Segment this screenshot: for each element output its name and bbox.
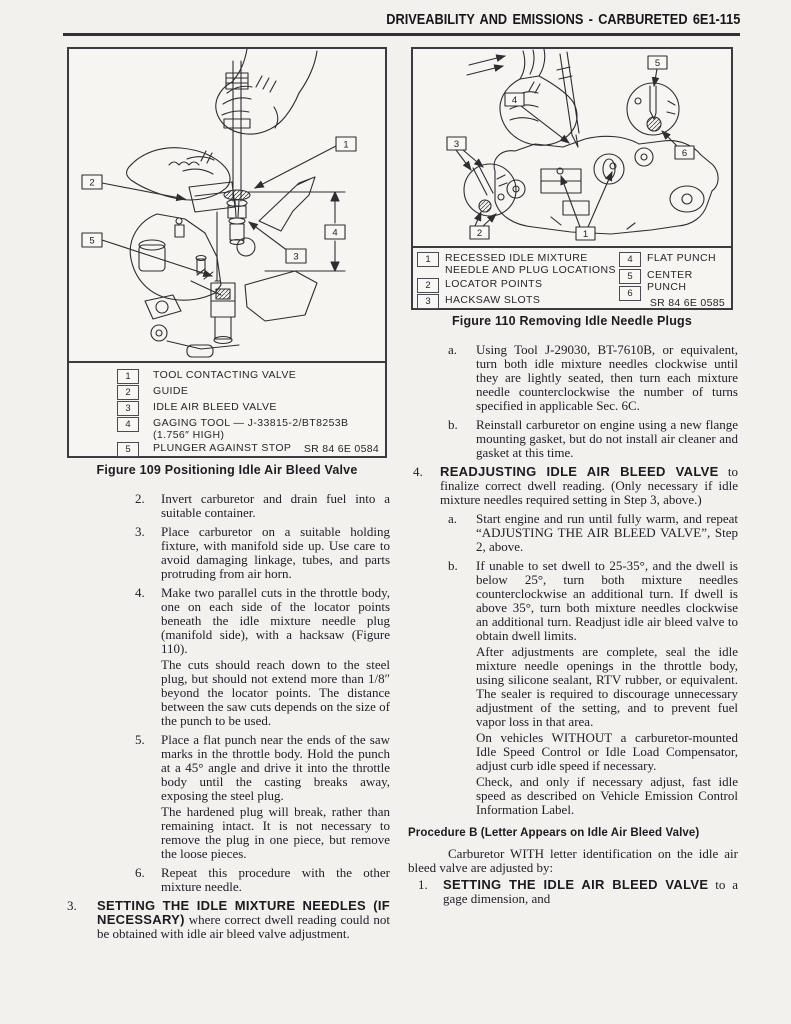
- item-number: 4.: [413, 464, 423, 479]
- item-number: 1.: [418, 877, 428, 892]
- figure-109-frame: [67, 47, 387, 458]
- callout-box-5: [82, 233, 102, 247]
- figure-ref-code: SR 84 6E 0584: [303, 443, 379, 455]
- carburetor-body: [130, 177, 317, 357]
- legend-key-box: 3: [417, 294, 439, 309]
- callout-box-3: [286, 249, 306, 263]
- legend-label-line2: (1.756″ HIGH): [153, 428, 225, 441]
- callout-box-3: [447, 137, 466, 150]
- figure-110-caption: Figure 110 Removing Idle Needle Plugs: [451, 314, 693, 328]
- step-5-item: [67, 733, 390, 861]
- legend-row: [117, 442, 291, 457]
- figure-109-legend: [69, 361, 385, 456]
- legend-label: FLAT PUNCH: [647, 252, 716, 264]
- item-text: Invert carburetor and drain fuel into a suitable container.: [161, 491, 390, 520]
- hand-holding-tool: [216, 49, 317, 134]
- callout-box-5: [648, 56, 667, 69]
- legend-key-box: 1: [417, 252, 439, 267]
- step-3-item: [67, 525, 390, 581]
- svg-text:6: 6: [681, 148, 688, 159]
- step-2-item: [67, 492, 390, 520]
- leader-6: [662, 131, 677, 146]
- legend-label: TOOL CONTACTING VALVE: [153, 369, 297, 381]
- heading-continuation: to a gage dimension, and: [443, 877, 739, 906]
- hand-holding-guide: [127, 148, 230, 200]
- right-inset-detail: [627, 83, 679, 135]
- punch-tool: [557, 52, 579, 147]
- legend-key-box: 6: [619, 286, 641, 301]
- legend-key-box: 1: [117, 369, 139, 384]
- svg-text:4: 4: [332, 227, 338, 239]
- step-4a-item: [408, 512, 738, 554]
- item-text: Reinstall carburetor on engine using a new flange mounting gasket, but do not install air cleaner and gasket at this time.: [476, 417, 738, 460]
- legend-key-box: 2: [417, 278, 439, 293]
- legend-row: [417, 252, 616, 276]
- item-text: Place a flat punch near the ends of the saw marks in the throttle body. Hold the punch at a 45° angle and drive it into the throttle body until the casting breaks away, exposing the steel plug.: [161, 732, 390, 803]
- section-step-4-heading: [408, 465, 738, 507]
- leader-1: [255, 146, 336, 188]
- legend-row: [417, 294, 540, 309]
- step-4-item: [67, 586, 390, 728]
- callout-box-2: [82, 175, 102, 189]
- figure-110-frame: [411, 47, 733, 310]
- page-title: DRIVEABILITY AND EMISSIONS - CARBURETED 6E1-115: [385, 12, 740, 28]
- item-text-2: The hardened plug will break, rather than remaining intact. It is not necessary to remove the plug in one piece, but remove the loose pieces.: [161, 804, 390, 861]
- procedure-b-step-1: [408, 878, 738, 906]
- item-text: If unable to set dwell to 25-35°, and the dwell is below 25°, turn both mixture needles counterclockwise an additional turn. If dwell is above 35°, turn both mixture needles clockwise an additional turn. Readjust idle air bleed valve to obtain dwell limits.: [476, 558, 738, 643]
- figure-ref-code: SR 84 6E 0585: [649, 297, 725, 309]
- item-letter: a.: [448, 342, 458, 357]
- item-text: Place carburetor on a suitable holding fixture, with manifold side up. Use care to avoid damaging linkage, tubes, and parts protruding from air horn.: [161, 524, 390, 581]
- legend-key-box: 5: [117, 442, 139, 457]
- item-text: Using Tool J-29030, BT-7610B, or equivalent, turn both idle mixture needles clockwise until they are lightly seated, then turn each mixture needle counterclockwise the number of turns specified in applicable Sec. 6C.: [476, 342, 738, 413]
- item-text-3: On vehicles WITHOUT a carburetor-mounted Idle Speed Control or Idle Load Compensator, adjust curb idle speed if necessary.: [476, 730, 738, 773]
- left-text-column: [67, 492, 390, 946]
- item-number: 5.: [135, 732, 145, 747]
- procedure-b-intro: Carburetor WITH letter identification on the idle air bleed valve are adjusted by:: [408, 846, 738, 875]
- legend-key-box: 4: [117, 417, 139, 432]
- item-number: 2.: [135, 491, 145, 506]
- procedure-b-heading: Procedure B (Letter Appears on Idle Air Bleed Valve): [408, 827, 700, 839]
- callout-box-2: [470, 226, 489, 239]
- step-6-item: [67, 866, 390, 894]
- legend-label: HACKSAW SLOTS: [445, 294, 541, 306]
- legend-label: [153, 417, 348, 441]
- callout-box-1: [336, 137, 356, 151]
- section-step-3-heading: [67, 899, 390, 941]
- legend-row: [117, 401, 277, 416]
- callout-box-4: [505, 93, 524, 106]
- legend-row: [619, 252, 716, 267]
- item-a: [408, 343, 738, 413]
- svg-text:1: 1: [582, 229, 589, 240]
- leader-3b: [463, 150, 483, 167]
- hammer-direction-arrows: [467, 56, 505, 75]
- item-text-4: Check, and only if necessary adjust, fast idle speed as described on Vehicle Emission Control Information Label.: [476, 774, 738, 817]
- figure-109-caption: Figure 109 Positioning Idle Air Bleed Valve: [96, 463, 358, 477]
- item-text-2: After adjustments are complete, seal the idle mixture needle openings in the throttle body, using silicone sealant, RTV rubber, or equivalent. The sealer is required to discourage unnecessary adjustment of the setting, and to prevent fuel vapor loss in that area.: [476, 644, 738, 729]
- bold-heading: SETTING THE IDLE AIR BLEED VALVE: [443, 877, 709, 892]
- legend-label: [445, 252, 616, 276]
- leader-1b: [588, 172, 612, 227]
- legend-label-line1: RECESSED IDLE MIXTURE: [445, 252, 588, 264]
- svg-text:2: 2: [89, 177, 95, 189]
- step-4b-item: [408, 559, 738, 817]
- item-number: 3.: [135, 524, 145, 539]
- legend-key-box: 2: [117, 385, 139, 400]
- item-text: [443, 878, 738, 906]
- svg-text:1: 1: [343, 139, 349, 151]
- svg-text:2: 2: [476, 228, 483, 239]
- left-inset-detail: [464, 164, 516, 216]
- legend-row: [117, 385, 188, 400]
- svg-text:4: 4: [511, 95, 518, 106]
- legend-row: [619, 286, 647, 301]
- bold-heading: SETTING THE IDLE MIXTURE NEEDLES (IF NECESSARY): [97, 898, 390, 927]
- figure-109-illustration: [69, 49, 385, 361]
- legend-label: CENTER PUNCH: [647, 269, 693, 293]
- item-number: 6.: [135, 865, 145, 880]
- figure-110-illustration: [413, 49, 731, 246]
- svg-text:5: 5: [654, 58, 661, 69]
- item-text: Start engine and run until fully warm, and repeat “ADJUSTING THE AIR BLEED VALVE”, Step 2, above.: [476, 511, 738, 554]
- legend-row: [417, 278, 542, 293]
- legend-label: IDLE AIR BLEED VALVE: [153, 401, 277, 413]
- item-number: 4.: [135, 585, 145, 600]
- item-letter: b.: [448, 417, 458, 432]
- item-text: [440, 465, 738, 507]
- right-text-column: [408, 343, 738, 911]
- legend-label-line2: NEEDLE AND PLUG LOCATIONS: [445, 263, 616, 276]
- svg-text:3: 3: [293, 251, 299, 263]
- item-letter: b.: [448, 558, 458, 573]
- item-text: [97, 899, 390, 941]
- legend-key-box: 4: [619, 252, 641, 267]
- item-text: Make two parallel cuts in the throttle body, one on each side of the locator points beneath the idle mixture needle plug (manifold side), with a hacksaw (Figure 110).: [161, 585, 390, 656]
- svg-text:5: 5: [89, 235, 95, 247]
- leader-2a: [475, 212, 481, 226]
- legend-key-box: 3: [117, 401, 139, 416]
- callout-box-4: [325, 225, 345, 239]
- leader-3a: [456, 150, 471, 170]
- heading-continuation: to finalize correct dwell reading. (Only necessary if idle mixture needles required setting in Step 3, above.): [440, 464, 738, 507]
- item-text: Repeat this procedure with the other mixture needle.: [161, 865, 390, 894]
- item-letter: a.: [448, 511, 458, 526]
- legend-row: [117, 369, 296, 384]
- legend-label: GUIDE: [153, 385, 189, 397]
- legend-label-line1: GAGING TOOL — J-33815-2/BT8253B: [153, 417, 349, 429]
- header-rule: [63, 33, 740, 36]
- idle-air-bleed-valve: [224, 190, 250, 245]
- item-b: [408, 418, 738, 460]
- callout-box-1: [576, 227, 595, 240]
- leader-2: [102, 183, 185, 199]
- item-number: 3.: [67, 898, 77, 913]
- legend-label: PLUNGER AGAINST STOP: [153, 442, 292, 454]
- callout-box-6: [675, 146, 694, 159]
- bold-heading: READJUSTING IDLE AIR BLEED VALVE: [440, 464, 719, 479]
- item-text-2: The cuts should reach down to the steel plug, but should not extend more than 1/8″ beyond the locator points. The distance between the saw cuts depends on the size of the punch to be used.: [161, 657, 390, 728]
- legend-label: LOCATOR POINTS: [445, 278, 543, 290]
- figure-110-legend: [413, 246, 731, 308]
- svg-text:3: 3: [453, 139, 460, 150]
- legend-key-box: 5: [619, 269, 641, 284]
- leader-4: [521, 106, 569, 143]
- heading-continuation: where correct dwell reading could not be obtained with idle air bleed valve adjustment.: [97, 912, 390, 941]
- legend-row: [117, 417, 348, 441]
